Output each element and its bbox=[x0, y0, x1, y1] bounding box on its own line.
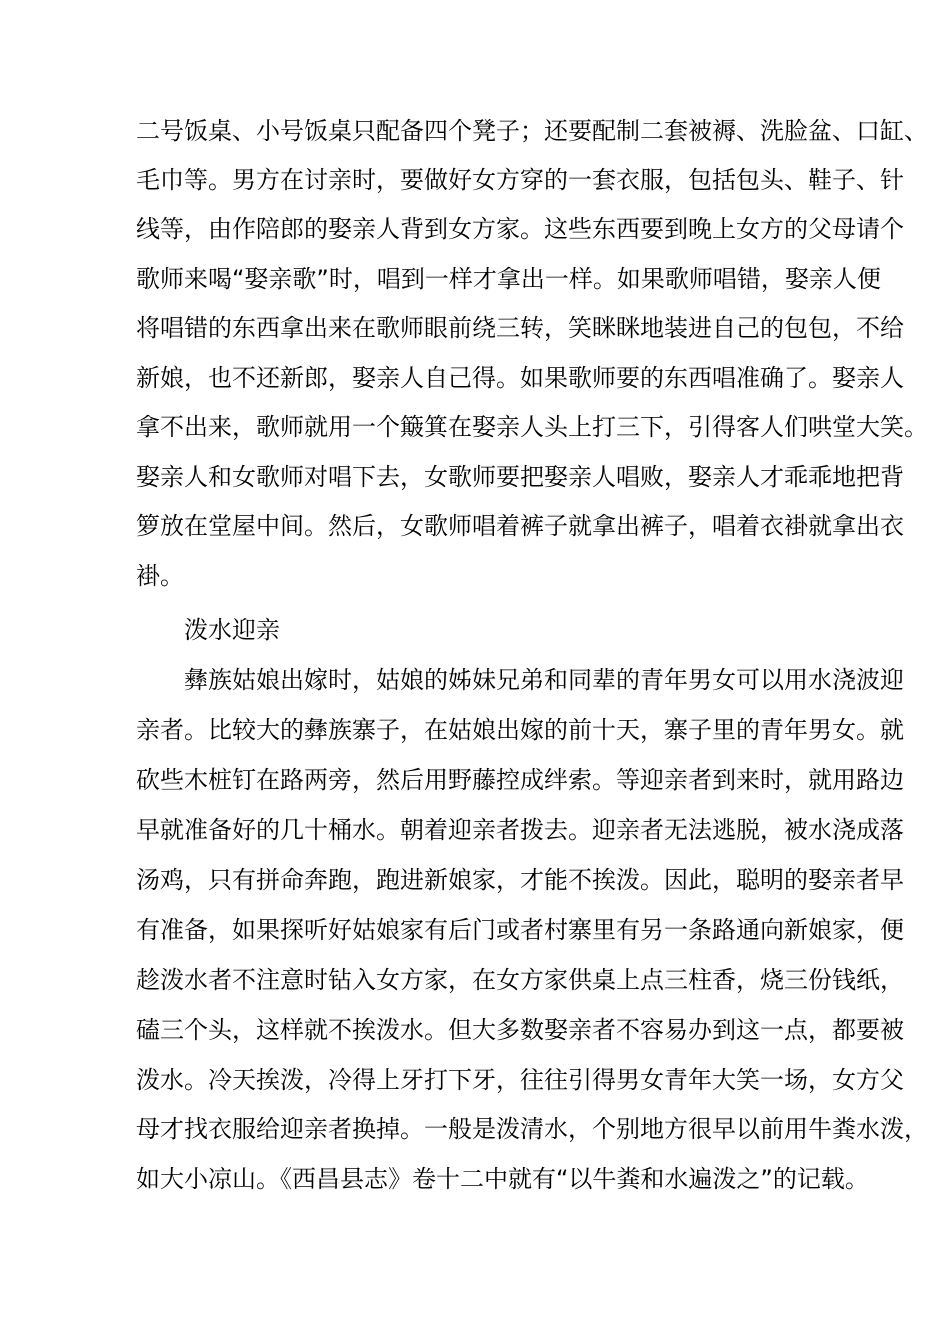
paragraph-2-line-4: 早就准备好的几十桶水。朝着迎亲者拨去。迎亲者无法逃脱，被水浇成落 bbox=[136, 816, 904, 844]
paragraph-1-line-6: 新娘，也不还新郎，娶亲人自己得。如果歌师要的东西唱准确了。娶亲人 bbox=[136, 364, 904, 392]
paragraph-1-line-2: 毛巾等。男方在讨亲时，要做好女方穿的一套衣服，包括包头、鞋子、针 bbox=[136, 166, 904, 194]
paragraph-1-line-3: 线等，由作陪郎的娶亲人背到女方家。这些东西要到晚上女方的父母请个 bbox=[136, 215, 904, 243]
paragraph-2-line-9: 泼水。冷天挨泼，冷得上牙打下牙，往往引得男女青年大笑一场，女方父 bbox=[136, 1066, 904, 1094]
paragraph-2-line-2: 亲者。比较大的彝族寨子，在姑娘出嫁的前十天，寨子里的青年男女。就 bbox=[136, 716, 904, 744]
paragraph-1-line-1: 二号饭桌、小号饭桌只配备四个凳子；还要配制二套被褥、洗脸盆、口缸、 bbox=[136, 117, 928, 145]
paragraph-2-line-11: 如大小凉山。《西昌县志》卷十二中就有“以牛粪和水遍泼之”的记载。 bbox=[136, 1165, 869, 1193]
paragraph-1-line-10: 褂。 bbox=[136, 562, 184, 590]
paragraph-1-line-8: 娶亲人和女歌师对唱下去，女歌师要把娶亲人唱败，娶亲人才乖乖地把背 bbox=[136, 463, 904, 491]
paragraph-2-line-8: 磕三个头，这样就不挨泼水。但大多数娶亲者不容易办到这一点，都要被 bbox=[136, 1016, 904, 1044]
paragraph-2-line-10: 母才找衣服给迎亲者换掉。一般是泼清水，个别地方很早以前用牛粪水泼， bbox=[136, 1115, 928, 1143]
paragraph-1-line-9: 箩放在堂屋中间。然后，女歌师唱着裤子就拿出裤子，唱着衣褂就拿出衣 bbox=[136, 512, 904, 540]
paragraph-1-line-4: 歌师来喝“娶亲歌”时，唱到一样才拿出一样。如果歌师唱错，娶亲人便 bbox=[136, 265, 881, 293]
paragraph-1-line-5: 将唱错的东西拿出来在歌师眼前绕三转，笑眯眯地装进自己的包包，不给 bbox=[136, 314, 904, 342]
paragraph-2-line-5: 汤鸡，只有拼命奔跑，跑进新娘家，才能不挨泼。因此，聪明的娶亲者早 bbox=[136, 866, 904, 894]
paragraph-2-line-3: 砍些木桩钉在路两旁，然后用野藤控成绊索。等迎亲者到来时，就用路边 bbox=[136, 766, 904, 794]
paragraph-2-line-1: 彝族姑娘出嫁时，姑娘的姊妹兄弟和同辈的青年男女可以用水浇波迎 bbox=[184, 666, 904, 694]
paragraph-1-line-7: 拿不出来，歌师就用一个簸箕在娶亲人头上打三下，引得客人们哄堂大笑。 bbox=[136, 413, 928, 441]
paragraph-2-line-7: 趁泼水者不注意时钻入女方家，在女方家供桌上点三柱香，烧三份钱纸， bbox=[136, 966, 904, 994]
paragraph-2-line-6: 有准备，如果探听好姑娘家有后门或者村寨里有另一条路通向新娘家，便 bbox=[136, 916, 904, 944]
section-heading: 泼水迎亲 bbox=[184, 616, 280, 644]
